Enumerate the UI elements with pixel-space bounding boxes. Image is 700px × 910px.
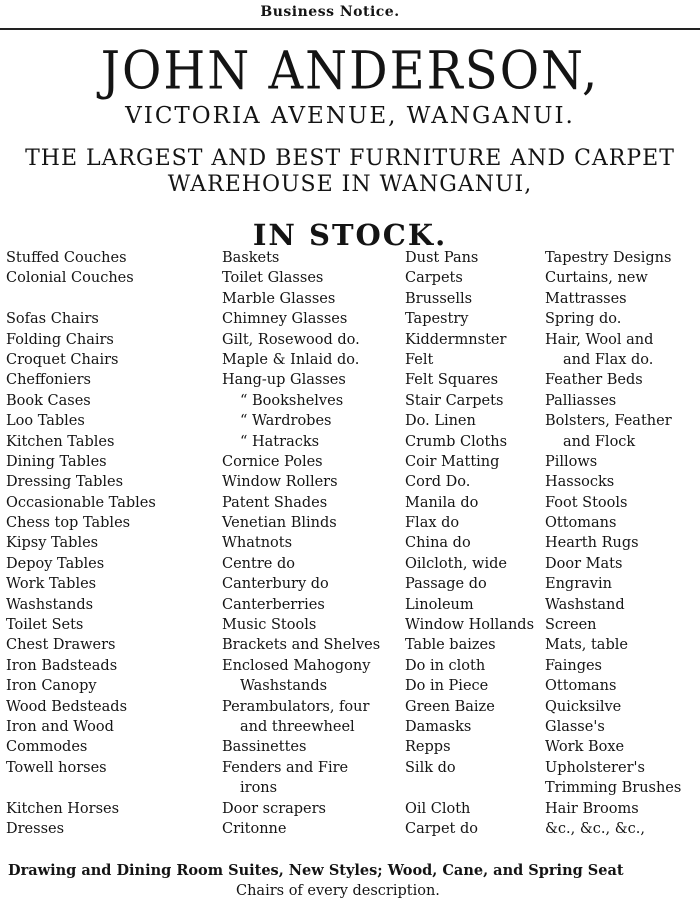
stock-item: Feather Beds xyxy=(545,372,643,389)
stock-item: Centre do xyxy=(222,555,295,572)
stock-item: Ottomans xyxy=(545,515,617,532)
top-rule xyxy=(0,28,700,30)
stock-item: Kitchen Tables xyxy=(6,433,115,450)
stock-item: and Flax do. xyxy=(563,351,654,368)
stock-item: Silk do xyxy=(405,759,456,776)
stock-item: Hair Brooms xyxy=(545,800,639,817)
stock-column-3 xyxy=(405,248,545,839)
stock-item: Brussells xyxy=(405,290,473,307)
stock-item: Kiddermnster xyxy=(405,331,507,348)
stock-item: Hang-up Glasses xyxy=(222,372,346,389)
stock-item: Tapestry xyxy=(405,311,469,328)
stock-item: Engravin xyxy=(545,576,612,593)
stock-item: Damasks xyxy=(405,718,472,735)
stock-item: Linoleum xyxy=(405,596,474,613)
stock-item: Table baizes xyxy=(405,637,496,654)
stock-item: Green Baize xyxy=(405,698,495,715)
stock-item: Stuffed Couches xyxy=(6,250,127,266)
stock-item: Manila do xyxy=(405,494,479,511)
stock-item: Foot Stools xyxy=(545,494,628,511)
stock-item: Window Hollands xyxy=(405,617,535,634)
stock-item: Tapestry Designs xyxy=(545,250,672,266)
stock-item: Maple & Inlaid do. xyxy=(222,351,360,368)
stock-item: Enclosed Mahogony xyxy=(222,657,371,674)
footer-line-1: Drawing and Dining Room Suites, New Styles; Wood, Cane, and Spring Seat xyxy=(8,862,624,879)
stock-item: Dining Tables xyxy=(6,453,107,470)
stock-item: Curtains, new xyxy=(545,270,648,287)
tagline-line-1: THE LARGEST AND BEST FURNITURE AND CARPET xyxy=(25,146,675,171)
stock-item: Colonial Couches xyxy=(6,270,134,287)
stock-item: Washstand xyxy=(545,596,625,613)
stock-item: Towell horses xyxy=(6,759,107,776)
stock-item: Bassinettes xyxy=(222,739,307,756)
stock-item: “ Wardrobes xyxy=(240,413,332,430)
stock-item: Cheffoniers xyxy=(6,372,91,389)
stock-item: Marble Glasses xyxy=(222,290,336,307)
stock-item: Chess top Tables xyxy=(6,515,131,532)
stock-item: Trimming Brushes xyxy=(545,780,682,797)
stock-item: Dressing Tables xyxy=(6,474,124,491)
business-notice-label: Business Notice. xyxy=(260,4,400,20)
stock-item: Chimney Glasses xyxy=(222,311,348,328)
stock-item: Commodes xyxy=(6,739,88,756)
stock-item: Crumb Cloths xyxy=(405,433,508,450)
stock-item: Occasionable Tables xyxy=(6,494,156,511)
stock-item: Hassocks xyxy=(545,474,615,491)
stock-item xyxy=(405,778,545,798)
stock-item: China do xyxy=(405,535,471,552)
stock-item: Upholsterer's xyxy=(545,759,645,776)
stock-item: Carpets xyxy=(405,270,463,287)
stock-item: Canterbury do xyxy=(222,576,329,593)
stock-item: Carpet do xyxy=(405,820,478,837)
merchant-name: JOHN ANDERSON, xyxy=(100,40,600,102)
stock-item: Dresses xyxy=(6,820,65,837)
stock-column-4 xyxy=(545,248,695,839)
stock-item: Work Tables xyxy=(6,576,97,593)
stock-item: Book Cases xyxy=(6,392,91,409)
stock-item: Oilcloth, wide xyxy=(405,555,507,572)
stock-item xyxy=(6,289,216,309)
stock-item: Kipsy Tables xyxy=(6,535,99,552)
stock-item: Gilt, Rosewood do. xyxy=(222,331,360,348)
stock-item: &c., &c., &c., xyxy=(545,820,645,837)
stock-item: Hair, Wool and xyxy=(545,331,654,348)
stock-item: Wood Bedsteads xyxy=(6,698,128,715)
stock-item: Bolsters, Feather xyxy=(545,413,672,430)
stock-item: Felt Squares xyxy=(405,372,499,389)
stock-item: Door Mats xyxy=(545,555,623,572)
stock-item: Ottomans xyxy=(545,678,617,695)
stock-item: Venetian Blinds xyxy=(222,515,337,532)
stock-item: Felt xyxy=(405,351,434,368)
stock-item: Mattrasses xyxy=(545,290,627,307)
stock-item: Canterberries xyxy=(222,596,325,613)
stock-item: Iron and Wood xyxy=(6,718,114,735)
stock-column-2 xyxy=(222,248,410,839)
stock-item: Dust Pans xyxy=(405,250,479,266)
in-stock-heading: IN STOCK. xyxy=(252,218,448,252)
stock-item: “ Bookshelves xyxy=(240,392,344,409)
stock-item: Washstands xyxy=(240,678,328,695)
stock-item: Folding Chairs xyxy=(6,331,114,348)
stock-item: Passage do xyxy=(405,576,487,593)
stock-item: Brackets and Shelves xyxy=(222,637,381,654)
stock-item: Door scrapers xyxy=(222,800,326,817)
stock-item: Music Stools xyxy=(222,617,317,634)
merchant-address: VICTORIA AVENUE, WANGANUI. xyxy=(125,103,575,129)
stock-item: Washstands xyxy=(6,596,94,613)
stock-item: Loo Tables xyxy=(6,413,85,430)
stock-item: Quicksilve xyxy=(545,698,622,715)
stock-item: Kitchen Horses xyxy=(6,800,120,817)
stock-item: and Flock xyxy=(563,433,636,450)
stock-item: Window Rollers xyxy=(222,474,338,491)
stock-item: Fainges xyxy=(545,657,603,674)
stock-item: Repps xyxy=(405,739,451,756)
stock-item: Mats, table xyxy=(545,637,628,654)
stock-item: Toilet Glasses xyxy=(222,270,324,287)
stock-item: Do. Linen xyxy=(405,413,476,430)
stock-item: and threewheel xyxy=(240,718,355,735)
stock-item: Screen xyxy=(545,617,597,634)
footer-line-2: Chairs of every description. xyxy=(236,883,440,899)
stock-item: Hearth Rugs xyxy=(545,535,639,552)
stock-item: Glasse's xyxy=(545,718,605,735)
stock-item: Croquet Chairs xyxy=(6,351,119,368)
tagline-line-2: WAREHOUSE IN WANGANUI, xyxy=(167,172,533,197)
stock-item: Depoy Tables xyxy=(6,555,105,572)
stock-item: Perambulators, four xyxy=(222,698,370,715)
stock-item: Cord Do. xyxy=(405,474,471,491)
stock-item: Chest Drawers xyxy=(6,637,116,654)
stock-item: Work Boxe xyxy=(545,739,625,756)
stock-item: Palliasses xyxy=(545,392,617,409)
stock-item: Sofas Chairs xyxy=(6,311,99,328)
stock-column-1 xyxy=(6,248,216,839)
warehouse-tagline xyxy=(0,146,700,198)
stock-item: Stair Carpets xyxy=(405,392,504,409)
stock-item: Whatnots xyxy=(222,535,293,552)
stock-item: Oil Cloth xyxy=(405,800,471,817)
stock-item: Flax do xyxy=(405,515,460,532)
stock-item: Spring do. xyxy=(545,311,622,328)
stock-item: Patent Shades xyxy=(222,494,328,511)
stock-item: Coir Matting xyxy=(405,453,500,470)
stock-item xyxy=(6,778,216,798)
stock-item: “ Hatracks xyxy=(240,433,320,450)
stock-item: Iron Badsteads xyxy=(6,657,118,674)
stock-item: Do in Piece xyxy=(405,678,489,695)
stock-item: irons xyxy=(240,780,278,797)
footer-note xyxy=(8,860,698,902)
stock-item: Cornice Poles xyxy=(222,453,323,470)
stock-item: Do in cloth xyxy=(405,657,486,674)
stock-item: Iron Canopy xyxy=(6,678,97,695)
stock-item: Pillows xyxy=(545,453,598,470)
stock-item: Baskets xyxy=(222,250,280,266)
stock-item: Toilet Sets xyxy=(6,617,84,634)
stock-item: Critonne xyxy=(222,820,287,837)
stock-item: Fenders and Fire xyxy=(222,759,349,776)
